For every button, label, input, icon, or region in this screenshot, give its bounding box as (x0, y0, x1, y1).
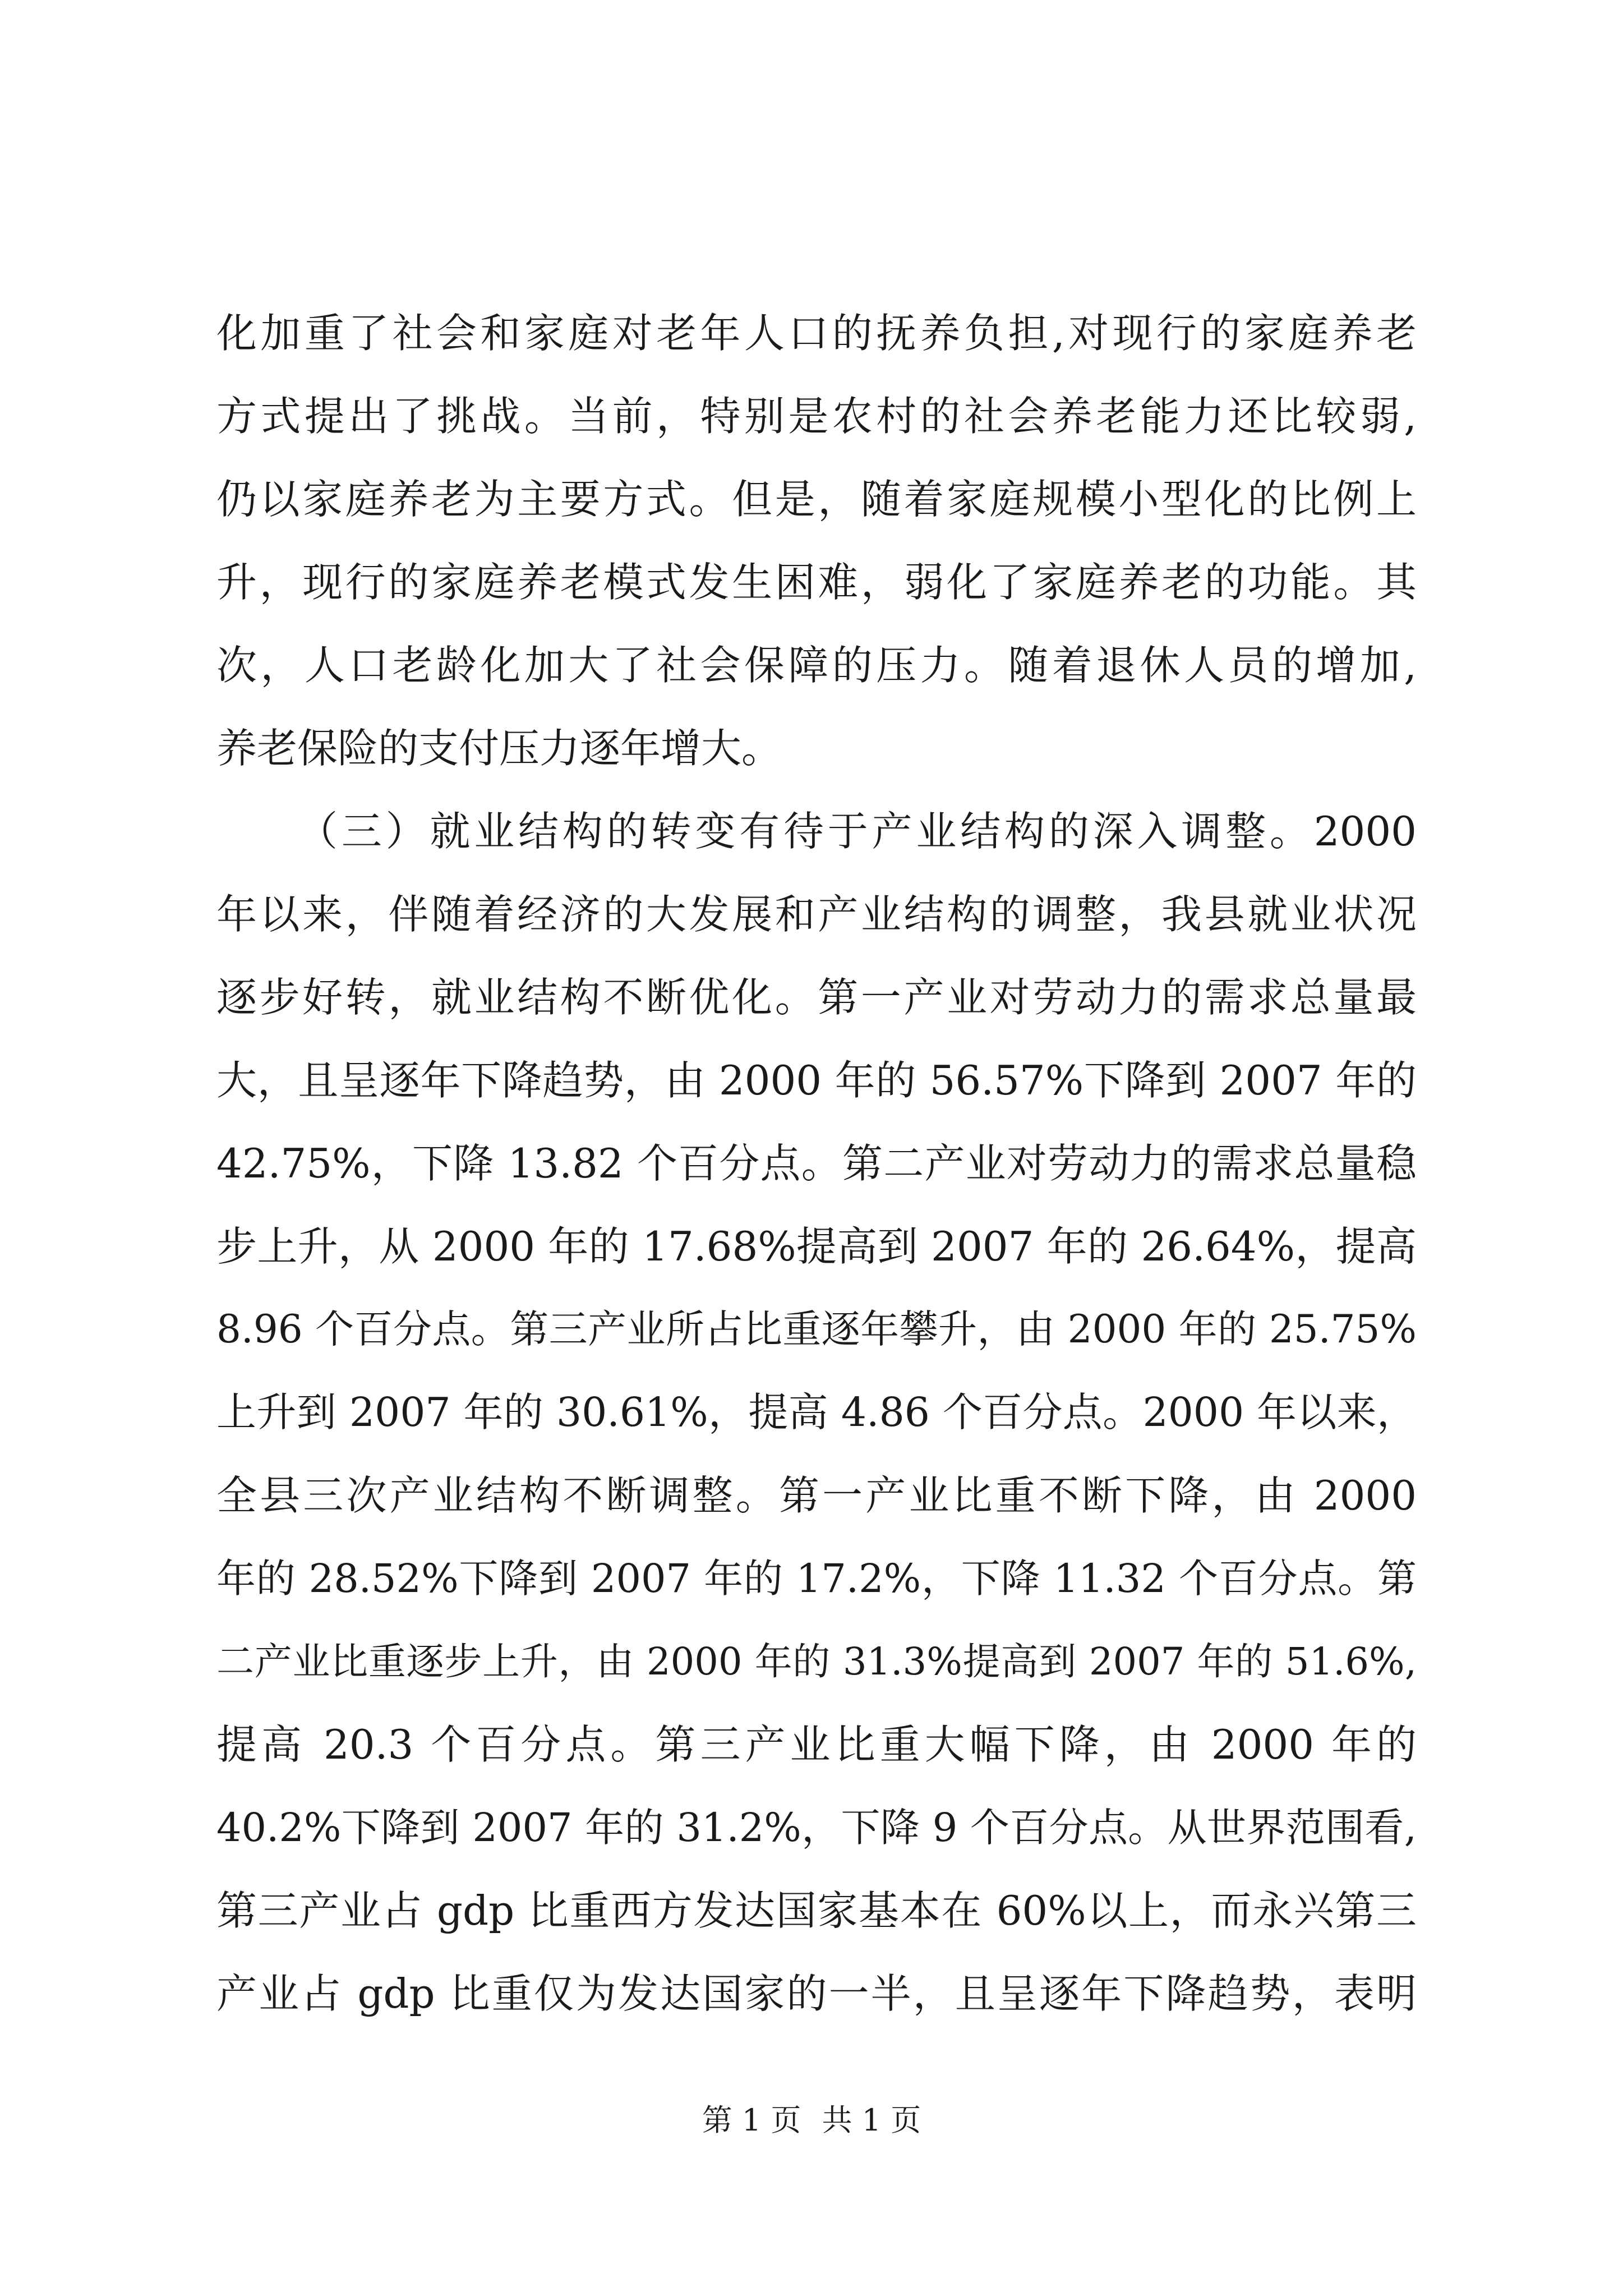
text-line: 全县三次产业结构不断调整。第一产业比重不断下降，由 2000 (216, 1472, 1417, 1519)
text-line: 第三产业占 gdp 比重西方发达国家基本在 60%以上，而永兴第三 (216, 1887, 1417, 1934)
text-line: 产业占 gdp 比重仅为发达国家的一半，且呈逐年下降趋势，表明 (216, 1970, 1417, 2017)
text-line: 8.96 个百分点。第三产业所占比重逐年攀升，由 2000 年的 25.75% (216, 1307, 1417, 1352)
text-line: 仍以家庭养老为主要方式。但是，随着家庭规模小型化的比例上 (216, 476, 1417, 523)
page-number-total: 共 1 页 (822, 2102, 921, 2138)
text-line: 升，现行的家庭养老模式发生困难，弱化了家庭养老的功能。其 (216, 559, 1417, 606)
text-line: 大，且呈逐年下降趋势，由 2000 年的 56.57%下降到 2007 年的 (216, 1057, 1417, 1104)
page-number-current: 第 1 页 (702, 2102, 801, 2138)
text-line: 40.2%下降到 2007 年的 31.2%，下降 9 个百分点。从世界范围看, (216, 1805, 1417, 1851)
text-line: 化加重了社会和家庭对老年人口的抚养负担,对现行的家庭养老 (216, 310, 1417, 357)
page-footer (0, 2101, 1623, 2140)
text-line: 提高 20.3 个百分点。第三产业比重大幅下降，由 2000 年的 (216, 1721, 1417, 1768)
text-line: 次，人口老龄化加大了社会保障的压力。随着退休人员的增加, (216, 642, 1417, 689)
text-line: 方式提出了挑战。当前，特别是农村的社会养老能力还比较弱, (216, 393, 1417, 440)
text-line: 二产业比重逐步上升，由 2000 年的 31.3%提高到 2007 年的 51.6%, (216, 1640, 1417, 1683)
text-line: 年以来，伴随着经济的大发展和产业结构的调整，我县就业状况 (216, 891, 1417, 938)
paragraph (216, 790, 1417, 2035)
text-line: 逐步好转，就业结构不断优化。第一产业对劳动力的需求总量最 (216, 974, 1417, 1021)
paragraph-heading-line: （三）就业结构的转变有待于产业结构的深入调整。2000 (297, 808, 1417, 855)
text-line: 年的 28.52%下降到 2007 年的 17.2%，下降 11.32 个百分点。第 (216, 1556, 1417, 1602)
paragraph (216, 292, 1417, 790)
text-line: 上升到 2007 年的 30.61%，提高 4.86 个百分点。2000 年以来， (216, 1389, 1417, 1435)
text-line: 养老保险的支付压力逐年增大。 (216, 725, 782, 772)
text-line: 42.75%，下降 13.82 个百分点。第二产业对劳动力的需求总量稳 (216, 1140, 1417, 1187)
document-body (216, 292, 1417, 2035)
text-line: 步上升，从 2000 年的 17.68%提高到 2007 年的 26.64%，提高 (216, 1223, 1417, 1270)
